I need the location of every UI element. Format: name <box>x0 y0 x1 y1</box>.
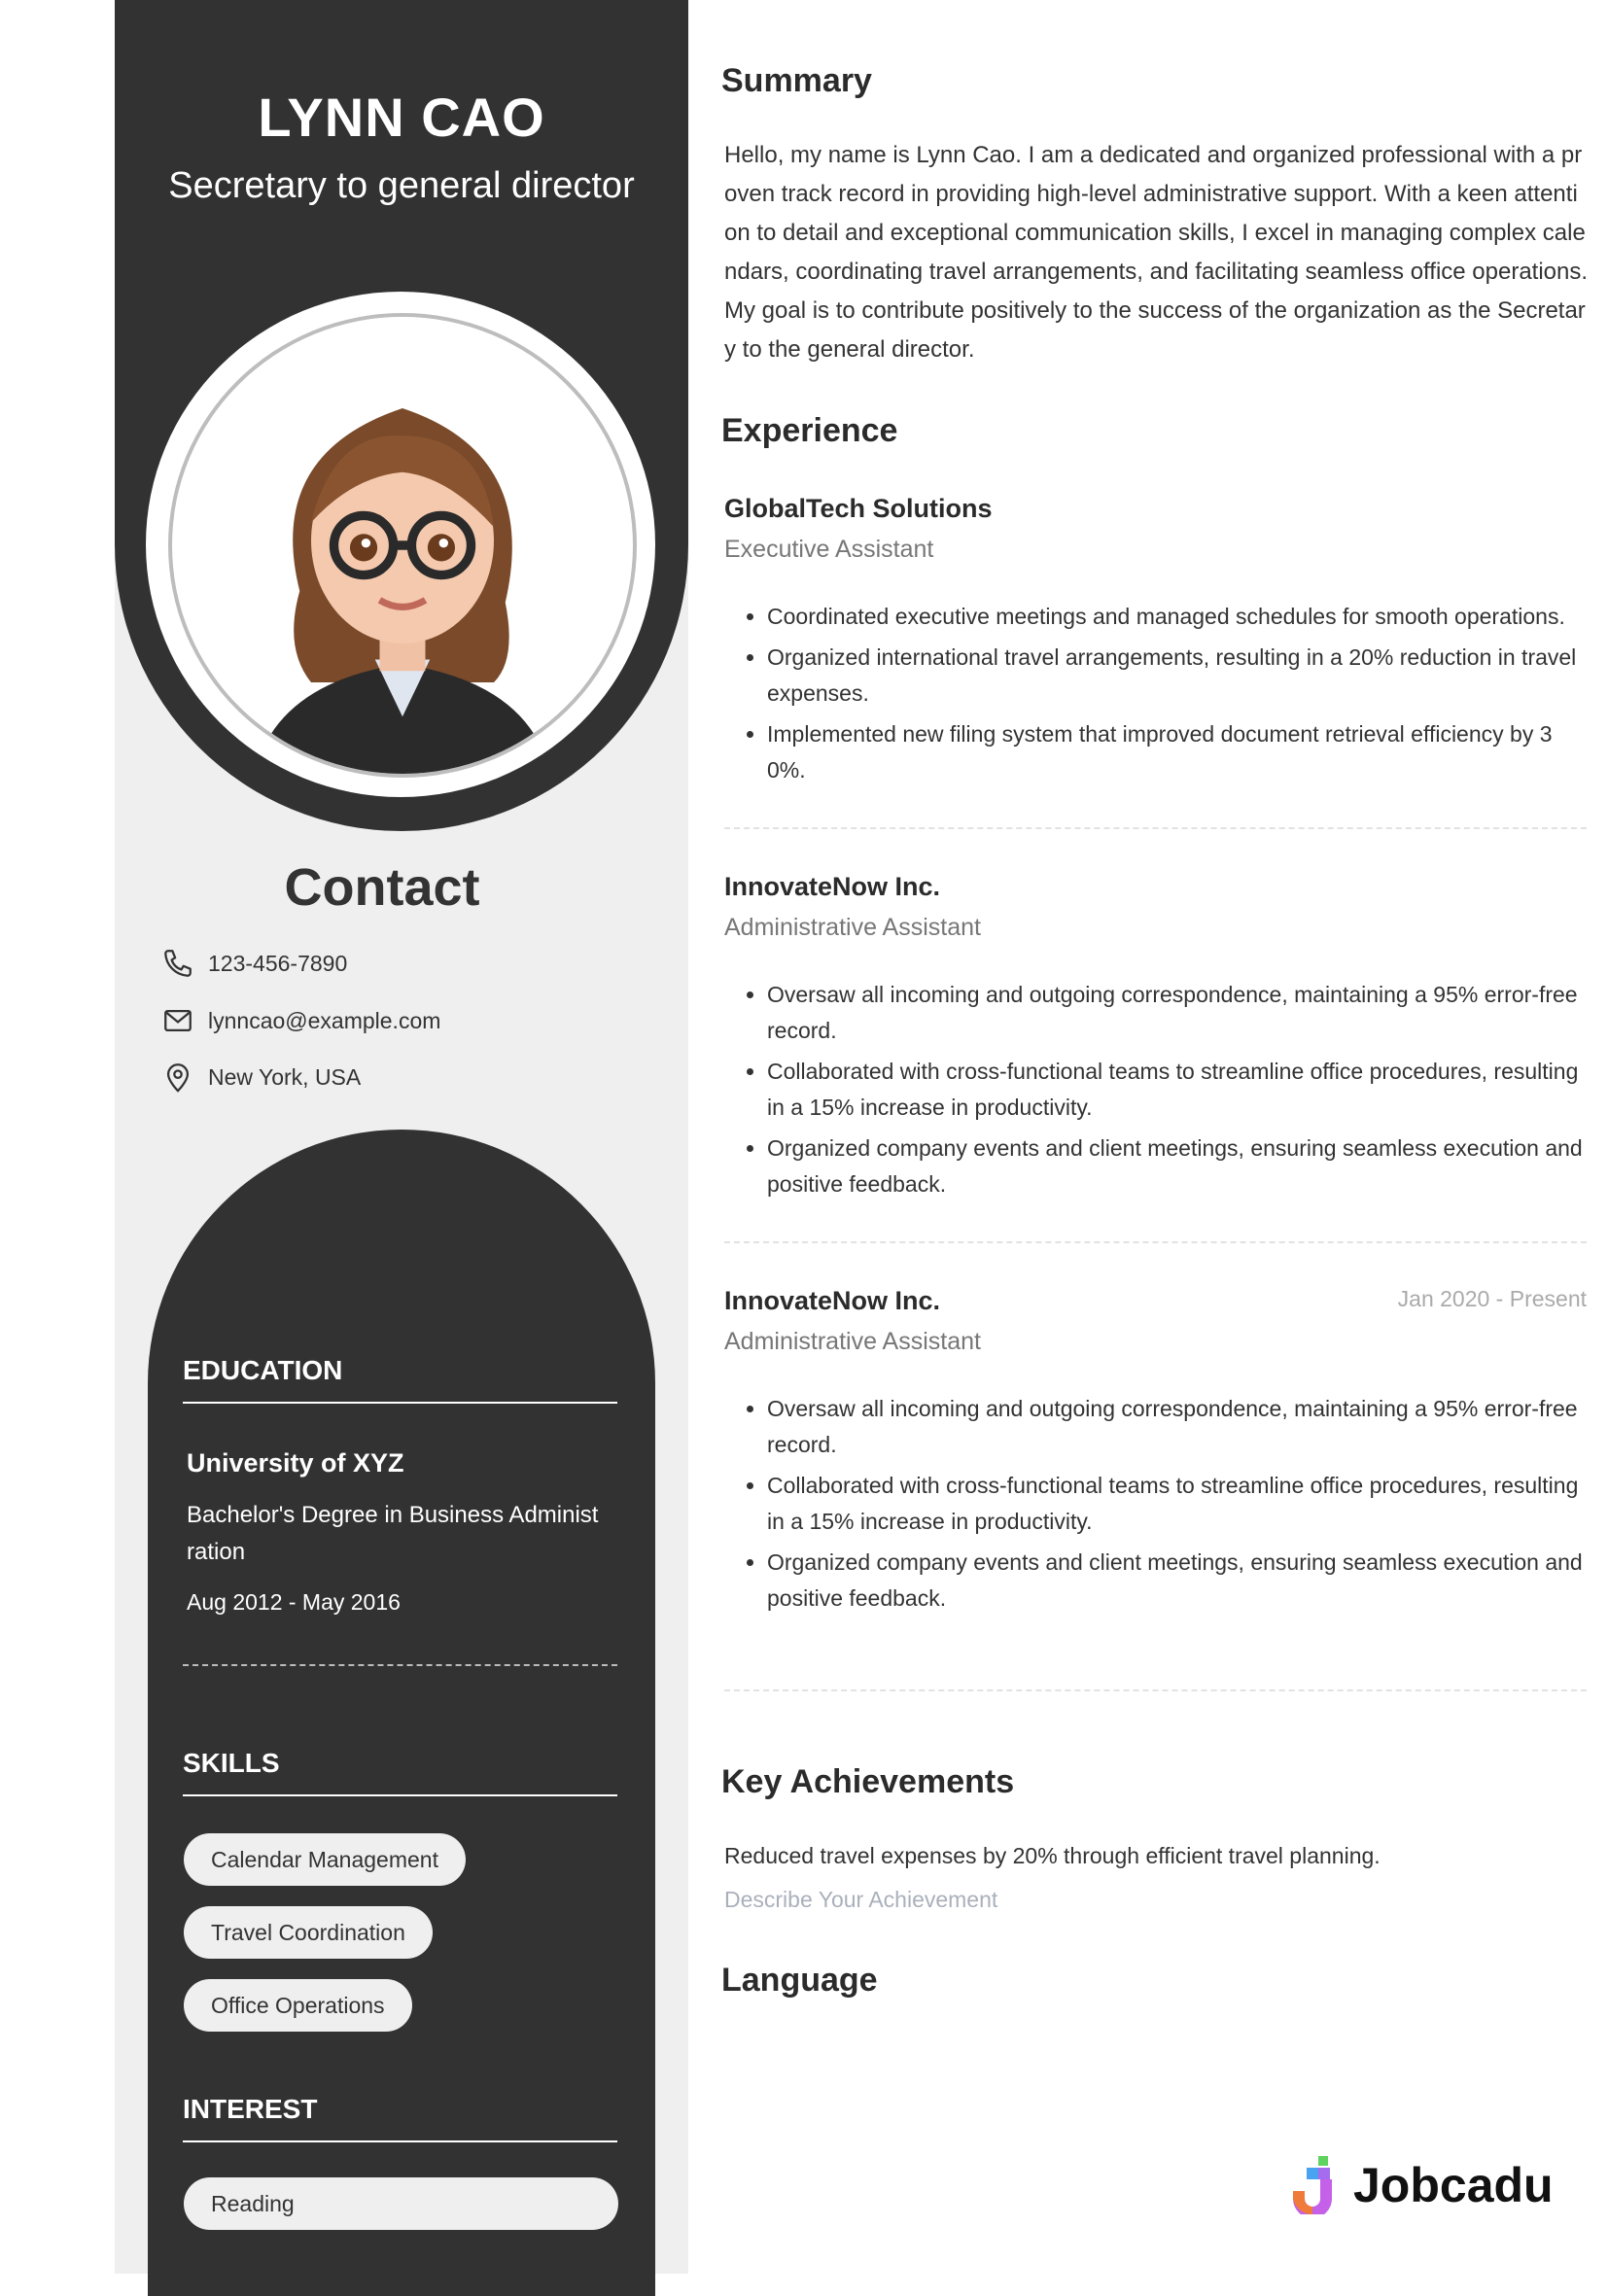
job-bullet: • Organized company events and client meetings, ensuring seamless execution and positive feedback. <box>767 1545 1587 1617</box>
job-divider <box>724 1689 1587 1691</box>
job-bullet: • Organized company events and client meetings, ensuring seamless execution and positive feedback. <box>767 1131 1587 1202</box>
achievement-placeholder[interactable]: Describe Your Achievement <box>724 1887 998 1912</box>
contact-email[interactable] <box>161 1004 440 1037</box>
jobcadu-logo-icon <box>1289 2156 1340 2214</box>
job-bullet: • Collaborated with cross-functional teams to streamline office procedures, resulting in a 15% increase in productivity. <box>767 1054 1587 1126</box>
candidate-name: LYNN CAO <box>258 87 545 148</box>
job-bullets <box>724 977 1587 1207</box>
skill-tag: Calendar Management <box>184 1833 466 1886</box>
job-company: InnovateNow Inc. <box>724 1286 941 1315</box>
candidate-title: Secretary to general director <box>168 165 635 206</box>
job-dates: Jan 2020 - Present <box>1397 1286 1587 1311</box>
job-bullet: • Organized international travel arrangements, resulting in a 20% reduction in travel expenses. <box>767 640 1587 712</box>
experience-heading: Experience <box>721 412 898 449</box>
job-bullet: • Oversaw all incoming and outgoing correspondence, maintaining a 95% error-free record. <box>767 977 1587 1049</box>
job-bullet: • Collaborated with cross-functional teams to streamline office procedures, resulting in a 15% increase in productivity. <box>767 1468 1587 1540</box>
interest-tag: Reading <box>184 2177 618 2230</box>
education-school: University of XYZ <box>187 1448 404 1478</box>
education-divider <box>183 1664 617 1666</box>
interest-heading: INTEREST <box>183 2094 617 2142</box>
job-role: Administrative Assistant <box>724 1328 981 1355</box>
job-role: Administrative Assistant <box>724 914 981 941</box>
language-heading: Language <box>721 1962 878 1999</box>
job-bullet: • Implemented new filing system that improved document retrieval efficiency by 30%. <box>767 716 1587 788</box>
avatar-illustration <box>172 317 633 774</box>
job-bullets <box>724 599 1587 793</box>
brand-name: Jobcadu <box>1353 2158 1554 2212</box>
achievements-heading: Key Achievements <box>721 1763 1015 1800</box>
job-bullet: • Coordinated executive meetings and managed schedules for smooth operations. <box>767 599 1587 635</box>
mail-icon <box>161 1004 194 1037</box>
contact-heading: Contact <box>284 858 480 917</box>
skill-tag: Office Operations <box>184 1979 412 2032</box>
email-address: lynncao@example.com <box>208 1007 441 1033</box>
contact-location <box>161 1061 361 1094</box>
location-text: New York, USA <box>208 1063 362 1090</box>
brand-logo[interactable] <box>1289 2156 1554 2214</box>
achievement-item: Reduced travel expenses by 20% through efficient travel planning. <box>724 1843 1381 1868</box>
summary-text: Hello, my name is Lynn Cao. I am a dedicated and organized professional with a proven track record in providing high-level administrative support. With a keen attention to detail and exceptional communication skills, I excel in managing complex calendars, coordinating travel arrangements, and facilitating seamless office operations. My goal is to contribute positively to the success of the organization as the Secretary to the general director. <box>724 142 1589 363</box>
job-company: InnovateNow Inc. <box>724 872 941 901</box>
job-bullets <box>724 1391 1587 1621</box>
skills-heading: SKILLS <box>183 1748 617 1796</box>
contact-phone[interactable] <box>161 947 347 980</box>
phone-number: 123-456-7890 <box>208 950 348 976</box>
avatar <box>168 313 637 778</box>
sidebar <box>115 0 688 2274</box>
location-pin-icon <box>161 1061 194 1094</box>
profile-header <box>115 0 688 831</box>
job-divider <box>724 827 1587 829</box>
phone-icon <box>161 947 194 980</box>
job-role: Executive Assistant <box>724 536 934 563</box>
education-degree: Bachelor's Degree in Business Administ ration <box>187 1502 599 1565</box>
education-dates: Aug 2012 - May 2016 <box>187 1589 401 1615</box>
job-bullet: • Oversaw all incoming and outgoing correspondence, maintaining a 95% error-free record. <box>767 1391 1587 1463</box>
summary-heading: Summary <box>721 62 872 99</box>
skill-tag: Travel Coordination <box>184 1906 433 1959</box>
details-panel <box>148 1130 655 2296</box>
job-company: GlobalTech Solutions <box>724 494 993 523</box>
job-divider <box>724 1241 1587 1243</box>
education-heading: EDUCATION <box>183 1355 617 1404</box>
